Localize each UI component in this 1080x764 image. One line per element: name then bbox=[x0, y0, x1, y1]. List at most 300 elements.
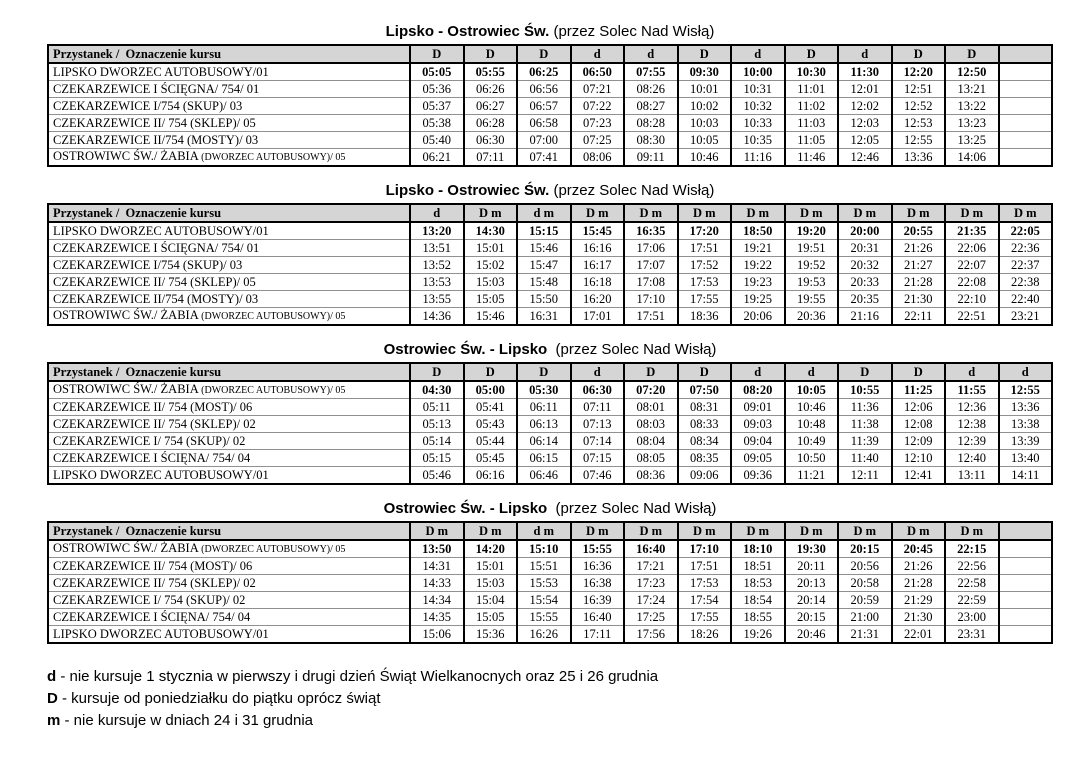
route-via: (przez Solec Nad Wisłą) bbox=[549, 23, 715, 40]
time-cell: 11:02 bbox=[785, 98, 839, 115]
time-cell: 15:46 bbox=[517, 240, 571, 257]
time-cell: 14:06 bbox=[945, 149, 999, 167]
time-cell: 09:36 bbox=[731, 467, 785, 485]
time-cell: 07:46 bbox=[571, 467, 625, 485]
time-cell: 21:16 bbox=[838, 308, 892, 326]
time-cell: 13:40 bbox=[999, 450, 1053, 467]
day-code-header: D m bbox=[945, 522, 999, 540]
day-code-header bbox=[999, 522, 1053, 540]
day-code-header: D bbox=[410, 45, 464, 63]
time-cell: 13:53 bbox=[410, 274, 464, 291]
timetable-ostrowiec-lipsko-afternoon bbox=[47, 521, 1053, 644]
time-cell: 07:50 bbox=[678, 381, 732, 399]
stop-cell bbox=[48, 558, 410, 575]
stop-name: OSTROWIWC ŚW./ ŻABIA bbox=[53, 149, 202, 163]
time-cell: 11:05 bbox=[785, 132, 839, 149]
time-cell: 13:55 bbox=[410, 291, 464, 308]
corner-header-cell: Przystanek / Oznaczenie kursu bbox=[48, 45, 410, 63]
time-cell: 15:48 bbox=[517, 274, 571, 291]
time-cell: 10:03 bbox=[678, 115, 732, 132]
day-code-header: D m bbox=[892, 522, 946, 540]
time-cell: 08:03 bbox=[624, 416, 678, 433]
time-cell: 18:53 bbox=[731, 575, 785, 592]
stop-row bbox=[48, 149, 1052, 167]
stop-cell bbox=[48, 416, 410, 433]
stop-row bbox=[48, 609, 1052, 626]
corner-header-cell: Przystanek / Oznaczenie kursu bbox=[48, 363, 410, 381]
timetable-section-4 bbox=[47, 499, 1052, 644]
header-row bbox=[48, 204, 1052, 222]
time-cell: 10:33 bbox=[731, 115, 785, 132]
day-code-header: d bbox=[410, 204, 464, 222]
time-cell: 22:15 bbox=[945, 540, 999, 558]
time-cell: 15:05 bbox=[464, 291, 518, 308]
stop-name-detail: (DWORZEC AUTOBUSOWY)/ 05 bbox=[201, 385, 346, 396]
time-cell: 11:55 bbox=[945, 381, 999, 399]
time-cell: 22:37 bbox=[999, 257, 1053, 274]
time-cell: 21:00 bbox=[838, 609, 892, 626]
time-cell: 20:33 bbox=[838, 274, 892, 291]
time-cell: 09:01 bbox=[731, 399, 785, 416]
time-cell: 07:11 bbox=[571, 399, 625, 416]
time-cell: 11:16 bbox=[731, 149, 785, 167]
time-cell: 15:50 bbox=[517, 291, 571, 308]
time-cell: 21:30 bbox=[892, 291, 946, 308]
time-cell: 05:15 bbox=[410, 450, 464, 467]
timetable-ostrowiec-lipsko-morning bbox=[47, 362, 1053, 485]
time-cell: 17:21 bbox=[624, 558, 678, 575]
time-cell: 20:31 bbox=[838, 240, 892, 257]
day-code-header: d bbox=[571, 45, 625, 63]
day-code-header: d bbox=[999, 363, 1053, 381]
time-cell: 06:21 bbox=[410, 149, 464, 167]
day-code-header: D bbox=[678, 363, 732, 381]
time-cell: 15:53 bbox=[517, 575, 571, 592]
time-cell: 12:39 bbox=[945, 433, 999, 450]
time-cell: 15:36 bbox=[464, 626, 518, 644]
stop-cell bbox=[48, 115, 410, 132]
stop-name: CZEKARZEWICE I ŚCIĘGNA/ 754/ 01 bbox=[53, 81, 260, 96]
time-cell: 20:14 bbox=[785, 592, 839, 609]
time-cell: 08:34 bbox=[678, 433, 732, 450]
day-code-header: D bbox=[410, 363, 464, 381]
time-cell: 13:51 bbox=[410, 240, 464, 257]
time-cell: 12:03 bbox=[838, 115, 892, 132]
legend-item-d-upper bbox=[47, 688, 1052, 710]
time-cell: 23:00 bbox=[945, 609, 999, 626]
time-cell: 08:36 bbox=[624, 467, 678, 485]
time-cell: 17:52 bbox=[678, 257, 732, 274]
time-cell: 20:13 bbox=[785, 575, 839, 592]
time-cell: 17:53 bbox=[678, 274, 732, 291]
stop-cell bbox=[48, 81, 410, 98]
time-cell: 22:51 bbox=[945, 308, 999, 326]
time-cell: 15:45 bbox=[571, 222, 625, 240]
stop-name: CZEKARZEWICE II/ 754 (MOST)/ 06 bbox=[53, 558, 253, 573]
stop-name: CZEKARZEWICE II/ 754 (SKLEP)/ 02 bbox=[53, 575, 256, 590]
day-code-header: D bbox=[517, 45, 571, 63]
time-cell: 10:30 bbox=[785, 63, 839, 81]
time-cell: 13:20 bbox=[410, 222, 464, 240]
time-cell: 05:40 bbox=[410, 132, 464, 149]
stop-name: LIPSKO DWORZEC AUTOBUSOWY/01 bbox=[53, 467, 269, 482]
time-cell: 16:17 bbox=[571, 257, 625, 274]
stop-row bbox=[48, 308, 1052, 326]
time-cell: 07:20 bbox=[624, 381, 678, 399]
day-code-header: D bbox=[624, 363, 678, 381]
legend-item-m bbox=[47, 710, 1052, 732]
time-cell: 15:55 bbox=[571, 540, 625, 558]
time-cell: 08:04 bbox=[624, 433, 678, 450]
time-cell: 16:38 bbox=[571, 575, 625, 592]
time-cell: 12:55 bbox=[999, 381, 1053, 399]
time-cell: 15:46 bbox=[464, 308, 518, 326]
time-cell: 08:01 bbox=[624, 399, 678, 416]
time-cell: 07:23 bbox=[571, 115, 625, 132]
time-cell: 23:31 bbox=[945, 626, 999, 644]
time-cell: 17:10 bbox=[678, 540, 732, 558]
time-cell: 06:57 bbox=[517, 98, 571, 115]
route-title bbox=[47, 181, 1053, 200]
time-cell: 12:41 bbox=[892, 467, 946, 485]
stop-cell bbox=[48, 63, 410, 81]
stop-row bbox=[48, 540, 1052, 558]
time-cell: 17:01 bbox=[571, 308, 625, 326]
time-cell: 17:07 bbox=[624, 257, 678, 274]
stop-row bbox=[48, 257, 1052, 274]
time-cell: 17:54 bbox=[678, 592, 732, 609]
time-cell: 08:30 bbox=[624, 132, 678, 149]
time-cell: 22:06 bbox=[945, 240, 999, 257]
time-cell: 14:31 bbox=[410, 558, 464, 575]
route-name: Ostrowiec Św. - Lipsko bbox=[383, 341, 548, 358]
time-cell: 12:01 bbox=[838, 81, 892, 98]
time-cell: 06:56 bbox=[517, 81, 571, 98]
time-cell: 08:27 bbox=[624, 98, 678, 115]
stop-row bbox=[48, 132, 1052, 149]
stop-name: CZEKARZEWICE I/ 754 (SKUP)/ 02 bbox=[53, 592, 246, 607]
time-cell bbox=[999, 592, 1053, 609]
time-cell: 20:56 bbox=[838, 558, 892, 575]
day-code-header: D m bbox=[624, 522, 678, 540]
route-title bbox=[47, 499, 1053, 518]
time-cell: 13:50 bbox=[410, 540, 464, 558]
day-code-header: D m bbox=[731, 204, 785, 222]
time-cell: 09:06 bbox=[678, 467, 732, 485]
day-code-header: D m bbox=[892, 204, 946, 222]
time-cell: 17:53 bbox=[678, 575, 732, 592]
day-code-header: d bbox=[731, 363, 785, 381]
time-cell: 16:36 bbox=[571, 558, 625, 575]
time-cell: 13:21 bbox=[945, 81, 999, 98]
time-cell: 10:49 bbox=[785, 433, 839, 450]
route-name: Ostrowiec Św. - Lipsko bbox=[383, 500, 548, 517]
time-cell: 14:33 bbox=[410, 575, 464, 592]
time-cell: 22:11 bbox=[892, 308, 946, 326]
time-cell: 20:11 bbox=[785, 558, 839, 575]
stop-name: OSTROWIWC ŚW./ ŻABIA bbox=[53, 541, 202, 555]
time-cell: 16:16 bbox=[571, 240, 625, 257]
time-cell: 15:15 bbox=[517, 222, 571, 240]
time-cell: 15:01 bbox=[464, 558, 518, 575]
time-cell: 10:55 bbox=[838, 381, 892, 399]
time-cell: 22:10 bbox=[945, 291, 999, 308]
stop-row bbox=[48, 291, 1052, 308]
day-code-header: d bbox=[838, 45, 892, 63]
time-cell: 10:46 bbox=[785, 399, 839, 416]
stop-cell bbox=[48, 381, 410, 399]
stop-cell bbox=[48, 222, 410, 240]
time-cell: 12:38 bbox=[945, 416, 999, 433]
stop-name: OSTROWIWC ŚW./ ŻABIA bbox=[53, 382, 202, 396]
day-code-header: D m bbox=[731, 522, 785, 540]
time-cell: 21:27 bbox=[892, 257, 946, 274]
time-cell: 09:04 bbox=[731, 433, 785, 450]
time-cell bbox=[999, 575, 1053, 592]
time-cell: 17:25 bbox=[624, 609, 678, 626]
time-cell: 05:36 bbox=[410, 81, 464, 98]
time-cell: 17:55 bbox=[678, 609, 732, 626]
time-cell: 17:11 bbox=[571, 626, 625, 644]
time-cell: 10:01 bbox=[678, 81, 732, 98]
time-cell: 12:09 bbox=[892, 433, 946, 450]
time-cell: 15:03 bbox=[464, 575, 518, 592]
time-cell: 20:36 bbox=[785, 308, 839, 326]
stop-row bbox=[48, 81, 1052, 98]
time-cell: 05:30 bbox=[517, 381, 571, 399]
time-cell: 19:20 bbox=[785, 222, 839, 240]
day-code-header: D bbox=[892, 45, 946, 63]
time-cell: 19:23 bbox=[731, 274, 785, 291]
time-cell: 20:15 bbox=[838, 540, 892, 558]
time-cell: 12:08 bbox=[892, 416, 946, 433]
time-cell: 07:13 bbox=[571, 416, 625, 433]
day-code-header: D bbox=[892, 363, 946, 381]
time-cell: 04:30 bbox=[410, 381, 464, 399]
time-cell: 11:40 bbox=[838, 450, 892, 467]
time-cell: 06:46 bbox=[517, 467, 571, 485]
time-cell: 11:25 bbox=[892, 381, 946, 399]
time-cell: 11:38 bbox=[838, 416, 892, 433]
time-cell: 05:43 bbox=[464, 416, 518, 433]
time-cell: 18:36 bbox=[678, 308, 732, 326]
time-cell: 22:56 bbox=[945, 558, 999, 575]
time-cell: 21:35 bbox=[945, 222, 999, 240]
time-cell: 14:35 bbox=[410, 609, 464, 626]
time-cell: 17:55 bbox=[678, 291, 732, 308]
stop-cell bbox=[48, 575, 410, 592]
time-cell: 12:40 bbox=[945, 450, 999, 467]
stop-name: CZEKARZEWICE II/ 754 (SKLEP)/ 05 bbox=[53, 115, 256, 130]
time-cell: 06:26 bbox=[464, 81, 518, 98]
time-cell: 16:40 bbox=[571, 609, 625, 626]
header-row bbox=[48, 363, 1052, 381]
time-cell: 19:25 bbox=[731, 291, 785, 308]
stop-row bbox=[48, 467, 1052, 485]
time-cell: 21:30 bbox=[892, 609, 946, 626]
time-cell: 19:55 bbox=[785, 291, 839, 308]
time-cell: 21:31 bbox=[838, 626, 892, 644]
time-cell: 10:48 bbox=[785, 416, 839, 433]
stop-name: CZEKARZEWICE I/754 (SKUP)/ 03 bbox=[53, 98, 243, 113]
legend-symbol: m bbox=[47, 712, 61, 729]
day-code-header: D bbox=[517, 363, 571, 381]
stop-row bbox=[48, 450, 1052, 467]
time-cell: 08:31 bbox=[678, 399, 732, 416]
time-cell: 17:10 bbox=[624, 291, 678, 308]
time-cell: 06:13 bbox=[517, 416, 571, 433]
time-cell: 12:53 bbox=[892, 115, 946, 132]
day-code-header: d bbox=[731, 45, 785, 63]
timetable-section-3 bbox=[47, 340, 1052, 485]
day-code-header: D bbox=[838, 363, 892, 381]
day-code-header: D m bbox=[945, 204, 999, 222]
time-cell: 14:36 bbox=[410, 308, 464, 326]
stop-cell bbox=[48, 592, 410, 609]
time-cell: 05:13 bbox=[410, 416, 464, 433]
time-cell: 20:35 bbox=[838, 291, 892, 308]
legend-text: - kursuje od poniedziałku do piątku oprócz świąt bbox=[62, 690, 381, 707]
time-cell: 22:38 bbox=[999, 274, 1053, 291]
time-cell: 16:40 bbox=[624, 540, 678, 558]
time-cell: 16:20 bbox=[571, 291, 625, 308]
day-code-header: D m bbox=[571, 522, 625, 540]
time-cell: 22:05 bbox=[999, 222, 1053, 240]
time-cell: 15:06 bbox=[410, 626, 464, 644]
time-cell: 14:20 bbox=[464, 540, 518, 558]
time-cell: 19:22 bbox=[731, 257, 785, 274]
day-code-header: D bbox=[464, 363, 518, 381]
time-cell: 19:53 bbox=[785, 274, 839, 291]
timetable-lipsko-ostrowiec-morning bbox=[47, 44, 1053, 167]
time-cell: 13:52 bbox=[410, 257, 464, 274]
time-cell: 05:41 bbox=[464, 399, 518, 416]
stop-name: CZEKARZEWICE II/ 754 (SKLEP)/ 02 bbox=[53, 416, 256, 431]
time-cell: 16:18 bbox=[571, 274, 625, 291]
legend-text: - nie kursuje w dniach 24 i 31 grudnia bbox=[64, 712, 313, 729]
time-cell: 20:46 bbox=[785, 626, 839, 644]
time-cell: 07:25 bbox=[571, 132, 625, 149]
header-row bbox=[48, 522, 1052, 540]
day-code-header: D m bbox=[464, 522, 518, 540]
time-cell bbox=[999, 132, 1053, 149]
time-cell: 06:16 bbox=[464, 467, 518, 485]
stop-row bbox=[48, 626, 1052, 644]
time-cell: 05:55 bbox=[464, 63, 518, 81]
time-cell: 07:00 bbox=[517, 132, 571, 149]
time-cell: 15:51 bbox=[517, 558, 571, 575]
day-code-header: D m bbox=[785, 204, 839, 222]
stop-row bbox=[48, 98, 1052, 115]
time-cell: 09:03 bbox=[731, 416, 785, 433]
day-code-header: D m bbox=[571, 204, 625, 222]
day-code-header: D bbox=[678, 45, 732, 63]
time-cell: 15:47 bbox=[517, 257, 571, 274]
legend-item-d-lower bbox=[47, 666, 1052, 688]
time-cell: 06:14 bbox=[517, 433, 571, 450]
time-cell: 19:52 bbox=[785, 257, 839, 274]
time-cell: 08:06 bbox=[571, 149, 625, 167]
stop-cell bbox=[48, 291, 410, 308]
stop-row bbox=[48, 433, 1052, 450]
time-cell: 22:08 bbox=[945, 274, 999, 291]
time-cell: 06:30 bbox=[571, 381, 625, 399]
stop-cell bbox=[48, 308, 410, 326]
time-cell: 06:30 bbox=[464, 132, 518, 149]
day-code-header: D m bbox=[838, 204, 892, 222]
time-cell: 06:25 bbox=[517, 63, 571, 81]
day-code-header: d bbox=[571, 363, 625, 381]
time-cell: 17:23 bbox=[624, 575, 678, 592]
time-cell: 07:22 bbox=[571, 98, 625, 115]
stop-cell bbox=[48, 240, 410, 257]
time-cell: 17:08 bbox=[624, 274, 678, 291]
time-cell: 17:24 bbox=[624, 592, 678, 609]
stop-cell bbox=[48, 467, 410, 485]
time-cell: 13:36 bbox=[999, 399, 1053, 416]
route-title bbox=[47, 340, 1053, 359]
stop-row bbox=[48, 399, 1052, 416]
time-cell: 12:06 bbox=[892, 399, 946, 416]
time-cell: 19:21 bbox=[731, 240, 785, 257]
stop-name: CZEKARZEWICE II/754 (MOSTY)/ 03 bbox=[53, 291, 259, 306]
time-cell: 12:36 bbox=[945, 399, 999, 416]
time-cell: 10:05 bbox=[785, 381, 839, 399]
time-cell: 07:21 bbox=[571, 81, 625, 98]
stop-name: CZEKARZEWICE II/ 754 (SKLEP)/ 05 bbox=[53, 274, 256, 289]
time-cell: 10:00 bbox=[731, 63, 785, 81]
stop-cell bbox=[48, 149, 410, 167]
time-cell: 06:58 bbox=[517, 115, 571, 132]
day-code-header: D m bbox=[999, 204, 1053, 222]
time-cell: 20:55 bbox=[892, 222, 946, 240]
time-cell: 22:40 bbox=[999, 291, 1053, 308]
day-code-header: d bbox=[785, 363, 839, 381]
time-cell: 11:39 bbox=[838, 433, 892, 450]
legend-text: - nie kursuje 1 stycznia w pierwszy i drugi dzień Świąt Wielkanocnych oraz 25 i 26 grudnia bbox=[60, 668, 659, 685]
time-cell: 22:01 bbox=[892, 626, 946, 644]
time-cell: 21:26 bbox=[892, 240, 946, 257]
stop-name: LIPSKO DWORZEC AUTOBUSOWY/01 bbox=[53, 223, 269, 238]
stop-name: CZEKARZEWICE I/ 754 (SKUP)/ 02 bbox=[53, 433, 246, 448]
time-cell: 22:59 bbox=[945, 592, 999, 609]
stop-name-detail: (DWORZEC AUTOBUSOWY)/ 05 bbox=[201, 152, 346, 163]
time-cell: 12:51 bbox=[892, 81, 946, 98]
day-code-header: D m bbox=[464, 204, 518, 222]
time-cell: 13:25 bbox=[945, 132, 999, 149]
time-cell: 05:14 bbox=[410, 433, 464, 450]
time-cell: 12:02 bbox=[838, 98, 892, 115]
time-cell: 13:36 bbox=[892, 149, 946, 167]
time-cell: 09:30 bbox=[678, 63, 732, 81]
legend bbox=[47, 666, 1052, 732]
time-cell: 13:39 bbox=[999, 433, 1053, 450]
time-cell: 17:51 bbox=[678, 240, 732, 257]
day-code-header: D m bbox=[678, 522, 732, 540]
day-code-header: d m bbox=[517, 204, 571, 222]
stop-cell bbox=[48, 540, 410, 558]
time-cell bbox=[999, 81, 1053, 98]
stop-cell bbox=[48, 257, 410, 274]
time-cell: 15:01 bbox=[464, 240, 518, 257]
time-cell bbox=[999, 558, 1053, 575]
time-cell: 08:28 bbox=[624, 115, 678, 132]
time-cell: 22:36 bbox=[999, 240, 1053, 257]
time-cell: 13:22 bbox=[945, 98, 999, 115]
day-code-header: D bbox=[785, 45, 839, 63]
time-cell: 17:56 bbox=[624, 626, 678, 644]
day-code-header: d bbox=[624, 45, 678, 63]
